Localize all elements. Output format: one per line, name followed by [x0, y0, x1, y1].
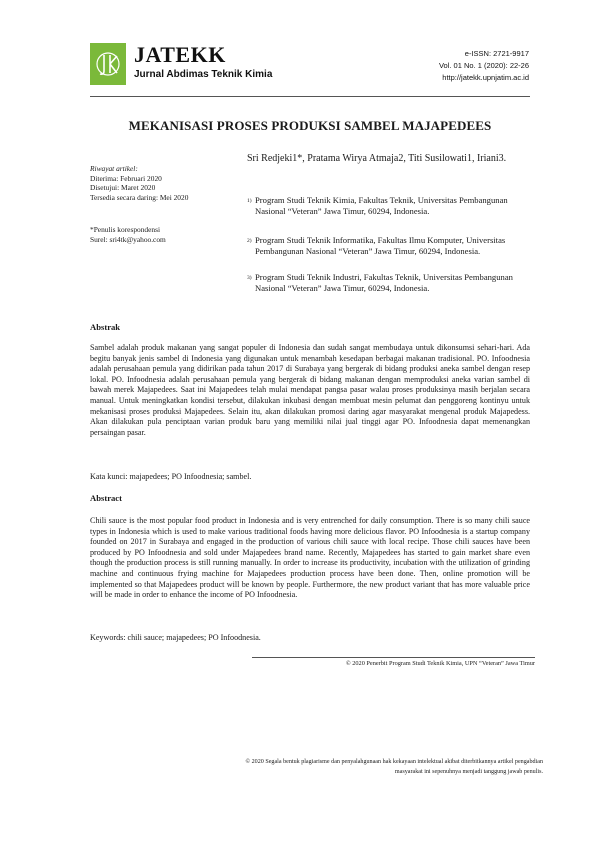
affiliation-number: 1)	[247, 198, 252, 204]
corresponding-email[interactable]: Surel: sri4tk@yahoo.com	[90, 234, 166, 244]
footer-divider	[252, 657, 535, 658]
journal-fullname: Jurnal Abdimas Teknik Kimia	[134, 69, 273, 80]
journal-url[interactable]: http://jatekk.upnjatim.ac.id	[442, 73, 529, 82]
affiliation-text: Program Studi Teknik Industri, Fakultas Teknik, Universitas Pembangunan Nasional “Veteran” Jawa Timur, 60294, Indonesia.	[255, 272, 513, 293]
online-date: Tersedia secara daring: Mei 2020	[90, 192, 189, 202]
disclaimer-notice: © 2020 Segala bentuk plagiarisme dan penyalahgunaan hak kekayaan intelektual akibat diterbitkannya artikel pengabdian masyarakat ini sepenuhnya menjadi tanggung jawab penulis.	[245, 759, 543, 775]
author-list: Sri Redjeki1*, Pratama Wirya Atmaja2, Titi Susilowati1, Iriani3.	[247, 153, 507, 164]
history-label: Riwayat artikel:	[90, 164, 138, 173]
journal-logo	[90, 43, 126, 85]
article-history	[90, 164, 240, 202]
abstrak-heading: Abstrak	[90, 322, 121, 332]
eissn: e-ISSN: 2721-9917	[464, 49, 529, 58]
affiliation-text: Program Studi Teknik Kimia, Fakultas Teknik, Universitas Pembangunan Nasional “Veteran” Jawa Timur, 60294, Indonesia.	[255, 195, 508, 216]
header-divider	[90, 96, 530, 97]
affiliation-number: 2)	[247, 238, 252, 244]
volume-info: Vol. 01 No. 1 (2020): 22-26	[438, 61, 529, 70]
journal-name: JATEKK	[134, 42, 226, 67]
received-date: Diterima: Februari 2020	[90, 173, 162, 183]
affiliation-number: 3)	[247, 275, 252, 281]
corresponding-note: *Penulis korespondensi	[90, 225, 161, 234]
kata-kunci: Kata kunci: majapedees; PO Infoodnesia; sambel.	[90, 472, 252, 481]
accepted-date: Disetujui: Maret 2020	[90, 183, 156, 192]
abstract-heading: Abstract	[90, 493, 122, 503]
article-title: MEKANISASI PROSES PRODUKSI SAMBEL MAJAPEDEES	[128, 118, 492, 133]
copyright-notice: © 2020 Penerbit Program Studi Teknik Kimia, UPN “Veteran” Jawa Timur	[345, 660, 535, 667]
affiliation-3	[247, 272, 537, 294]
abstrak-text: Sambel adalah produk makanan yang sangat populer di Indonesia dan sudah sangat membudaya untuk dikonsumsi sehari-hari. Ada begitu banyak jenis sambel di Indonesia yang digunakan untuk menambah kesedapan berbagai makanan tradisional. PO. Infoodnesia adalah perusahaan pemula yang didirikan pada tahun 2017 di Surabaya yang bergerak di bidang produksi aneka sambel dengan resep lokal. PO. Infoodnesia adalah perusahaan pemula yang bergerak di bidang makanan dengan memproduksi aneka varian sambel di bawah merek Majapedees. Saat ini Majapedees telah mulai mendapat pangsa pasar walau proses produksinya masih berjalan secara manual. Untuk meningkatkan kondisi tersebut, dilakukan inkubasi dengan membuat mesin pelumat dan penggoreng kontinyu untuk mekanisasi proses produksi Majapedees. Selain itu, akan dilakukan promosi daring agar masyarakat mengenal produk Majapedess. Akan dilakukan pula penciptaan varian produk baru yang memiliki nilai jual tinggi agar PO. Infoodnesia dapat memenangkan persaingan pasar.	[90, 343, 530, 437]
correspondence	[90, 225, 240, 244]
keywords: Keywords: chili sauce; majapedees; PO Infoodnesia.	[90, 633, 261, 642]
abstract-text: Chili sauce is the most popular food product in Indonesia and is very entrenched for daily consumption. There is so many chili sauce types in Indonesia which is used to make various traditional foods having more delicious flavor. PO Infoodnesia is a startup company founded on 2017 in Surabaya and engaged in the production of various chili sauce with local recipe. Those chili sauces have been produced by PO Infoodnesia and sold under Majapedees brand name. Recently, Majapedees has started to gain market share even though the production process is still running manually. In order to increase its productivity, incubation with the utilization of grinding machine and continuous frying machine for Majapedees production process have been done. Then, online promotion will be implemented so that Majapedees product will be known by people. Furthermore, the new product variant that has more valuable price will be made in order to enhance the income of PO Infoodnesia.	[90, 516, 530, 600]
journal-meta	[439, 48, 529, 84]
affiliation-text: Program Studi Teknik Informatika, Fakultas Ilmu Komputer, Universitas Pembangunan Nasional “Veteran” Jawa Timur, 60294, Indonesia.	[255, 235, 506, 256]
logo-mark-icon	[90, 43, 126, 85]
affiliation-1	[247, 195, 537, 217]
affiliation-2	[247, 235, 537, 257]
